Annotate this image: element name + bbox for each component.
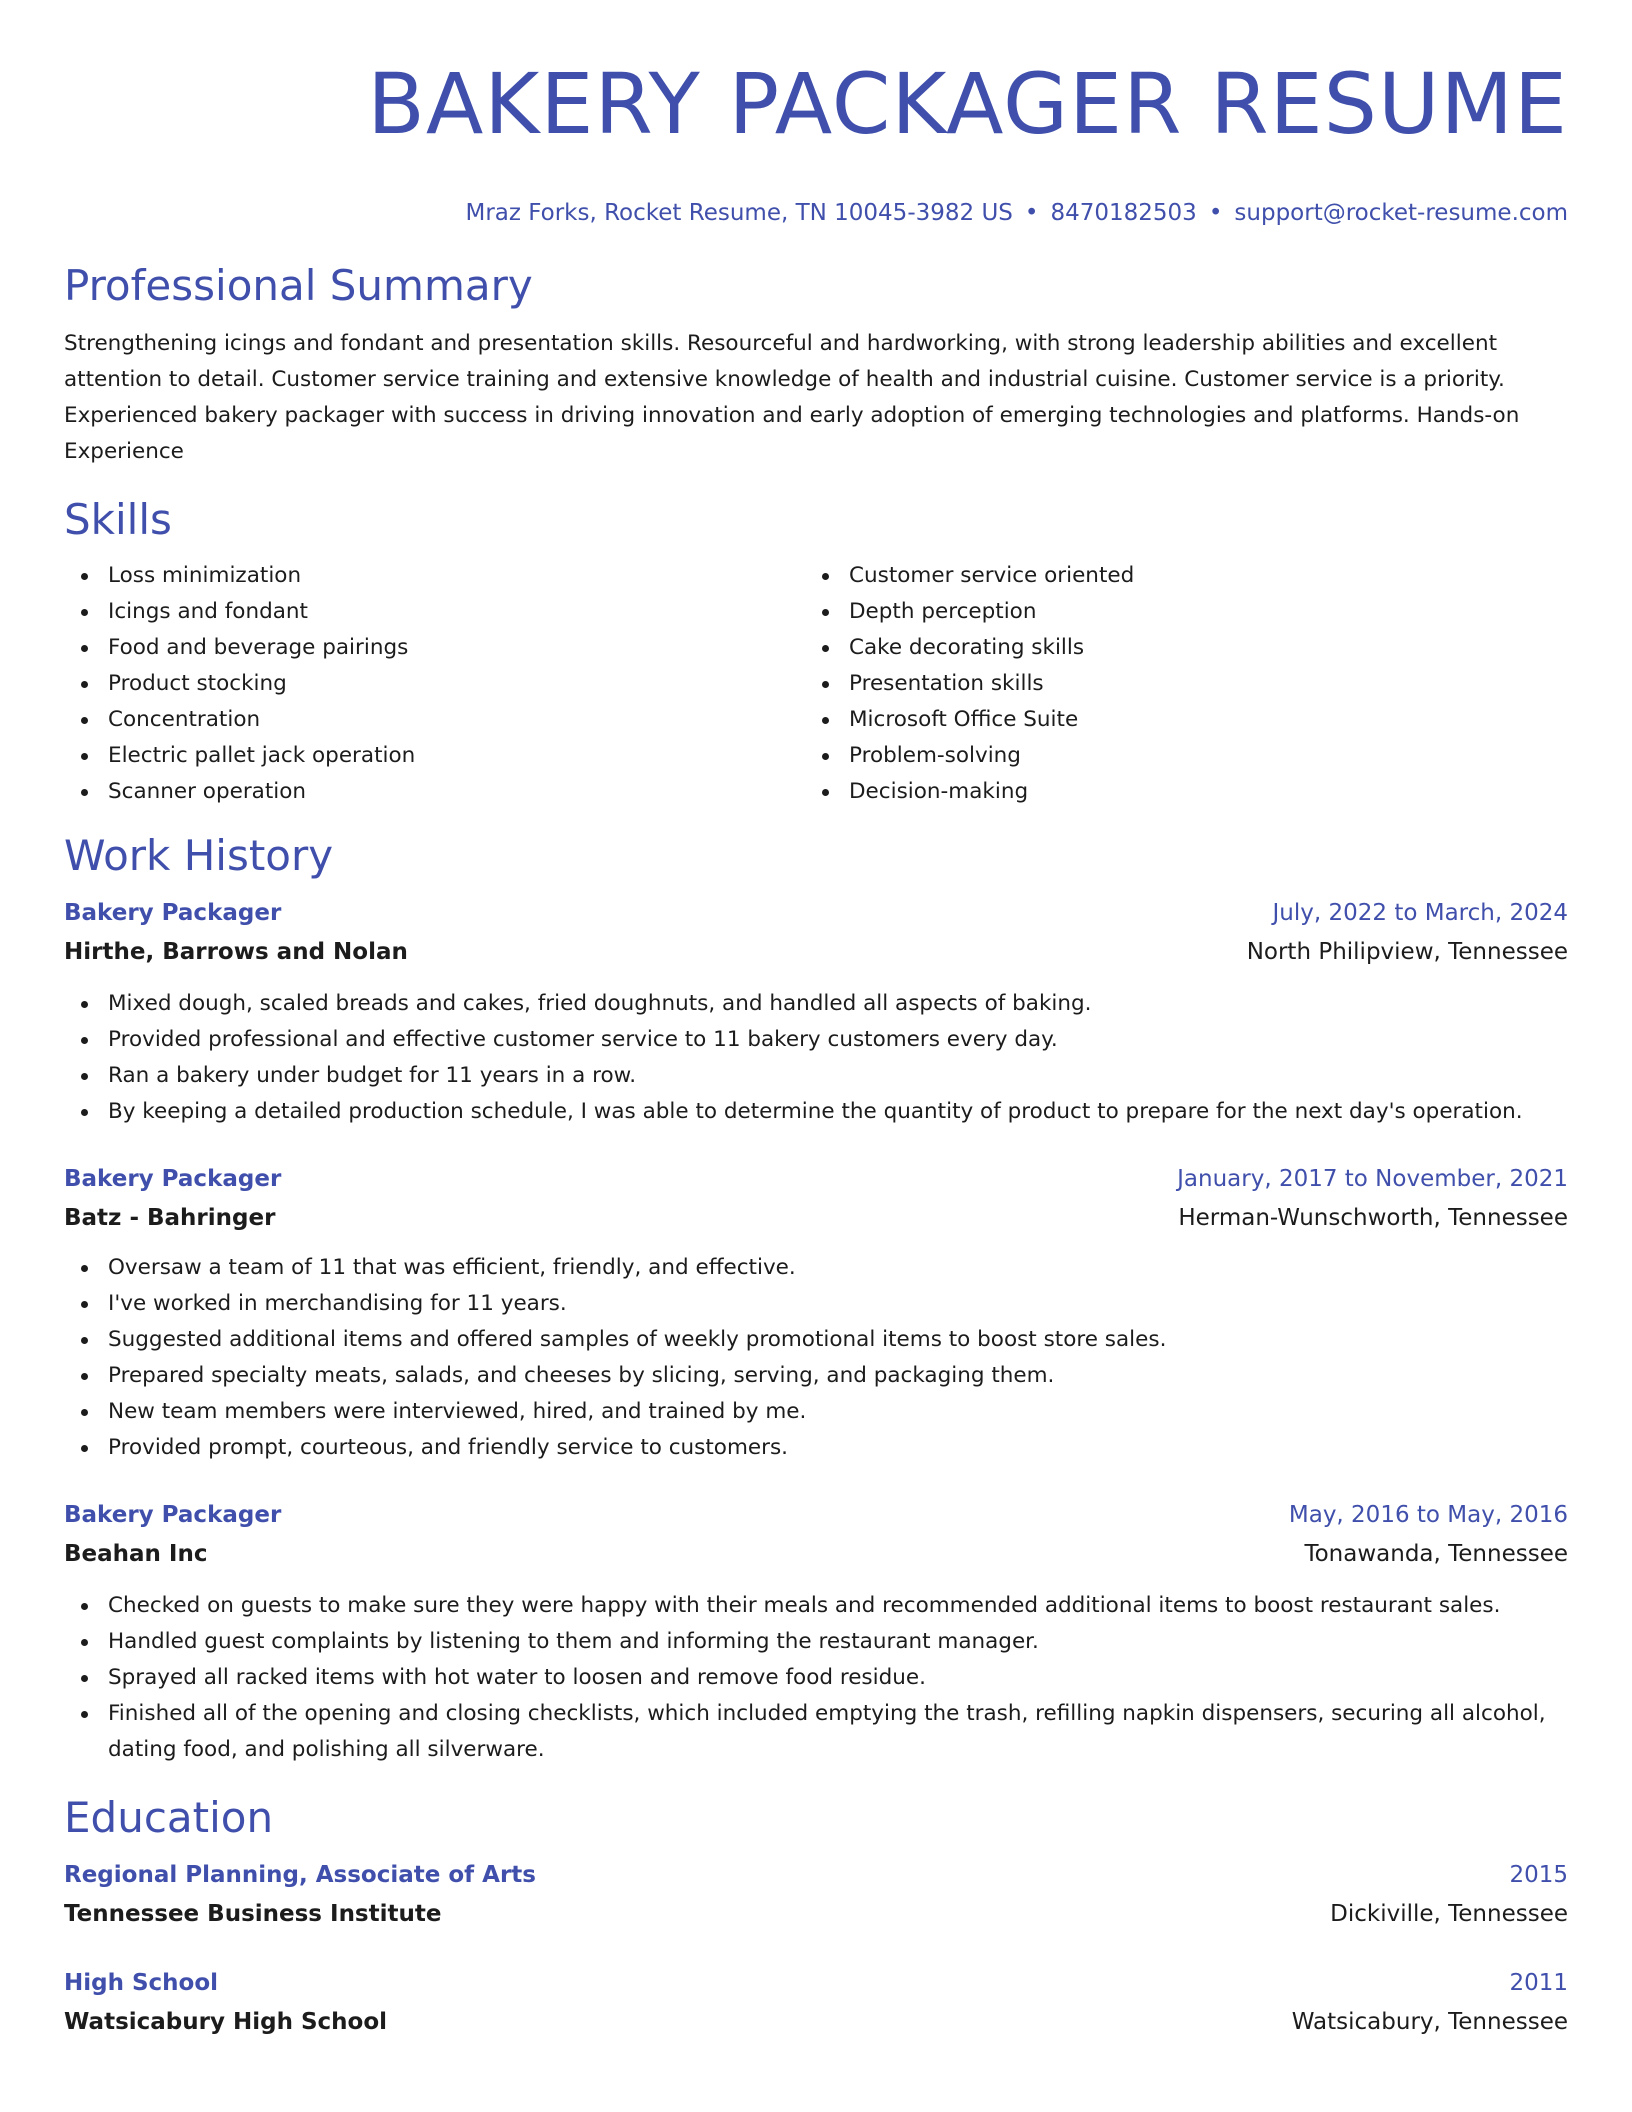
job-bullet: Oversaw a team of 11 that was efficient, friendly, and effective. [64, 1250, 1568, 1286]
education-degree: High School [64, 1970, 219, 1996]
job-subheader [64, 932, 1568, 972]
job-bullet: Checked on guests to make sure they were happy with their meals and recommended additional items to boost restaurant sales. [64, 1588, 1568, 1624]
resume-title: BAKERY PACKAGER RESUME [367, 55, 1568, 153]
job-title: Bakery Packager [64, 1166, 282, 1192]
skill-item: Concentration [64, 702, 805, 738]
skill-item: Problem-solving [805, 738, 1546, 774]
job-bullet: Suggested additional items and offered samples of weekly promotional items to boost store sales. [64, 1322, 1568, 1358]
job-dates: January, 2017 to November, 2021 [1177, 1166, 1568, 1192]
job-subheader [64, 1534, 1568, 1574]
education-heading: Education [64, 1793, 274, 1842]
skills-list [64, 558, 1568, 810]
skills-column-right [805, 558, 1546, 810]
contact-line [64, 198, 1568, 228]
contact-email[interactable]: support@rocket-resume.com [1234, 200, 1568, 226]
skill-item: Depth perception [805, 594, 1546, 630]
education-header [64, 1964, 1568, 2002]
job-title: Bakery Packager [64, 1502, 282, 1528]
education-entry [64, 1856, 1568, 1934]
job-bullet: Provided prompt, courteous, and friendly service to customers. [64, 1430, 1568, 1466]
education-location: Watsicabury, Tennessee [1291, 2009, 1568, 2035]
skill-item: Food and beverage pairings [64, 630, 805, 666]
job-bullets [64, 1588, 1568, 1768]
job-bullet: Mixed dough, scaled breads and cakes, fried doughnuts, and handled all aspects of baking. [64, 986, 1568, 1022]
contact-address: Mraz Forks, Rocket Resume, TN 10045-3982 US [465, 200, 1013, 226]
skill-item: Microsoft Office Suite [805, 702, 1546, 738]
education-school: Watsicabury High School [64, 2009, 388, 2035]
job-entry [64, 894, 1568, 1130]
job-location: Tonawanda, Tennessee [1304, 1541, 1568, 1567]
education-year: 2011 [1509, 1970, 1568, 1996]
job-bullet: Handled guest complaints by listening to them and informing the restaurant manager. [64, 1624, 1568, 1660]
education-header [64, 1856, 1568, 1894]
job-company: Batz - Bahringer [64, 1205, 276, 1231]
job-bullet: Prepared specialty meats, salads, and cheeses by slicing, serving, and packaging them. [64, 1358, 1568, 1394]
education-degree: Regional Planning, Associate of Arts [64, 1862, 536, 1888]
skill-item: Icings and fondant [64, 594, 805, 630]
summary-text: Strengthening icings and fondant and presentation skills. Resourceful and hardworking, with strong leadership abilities and excellent attention to detail. Customer service training and extensive knowledge of health and industrial cuisine. Customer service is a priority. Experienced bakery packager with success in driving innovation and early adoption of emerging technologies and platforms. Hands-on Experience [64, 331, 1520, 464]
job-header [64, 1496, 1568, 1534]
education-year: 2015 [1509, 1862, 1568, 1888]
job-location: North Philipview, Tennessee [1246, 939, 1568, 965]
job-bullet: By keeping a detailed production schedule, I was able to determine the quantity of product to prepare for the next day's operation. [64, 1094, 1568, 1130]
skill-item: Product stocking [64, 666, 805, 702]
job-bullet: Ran a bakery under budget for 11 years in a row. [64, 1058, 1568, 1094]
job-bullet: Finished all of the opening and closing checklists, which included emptying the trash, refilling napkin dispensers, securing all alcohol, dating food, and polishing all silverware. [64, 1696, 1568, 1768]
job-header [64, 894, 1568, 932]
skills-column-left [64, 558, 805, 810]
skill-item: Customer service oriented [805, 558, 1546, 594]
skill-item: Scanner operation [64, 774, 805, 810]
education-entry [64, 1964, 1568, 2042]
job-bullets [64, 986, 1568, 1130]
work-history-heading: Work History [64, 831, 334, 880]
contact-separator: • [1024, 200, 1039, 226]
contact-separator: • [1208, 200, 1223, 226]
job-header [64, 1160, 1568, 1198]
skill-item: Electric pallet jack operation [64, 738, 805, 774]
skill-item: Presentation skills [805, 666, 1546, 702]
job-location: Herman-Wunschworth, Tennessee [1178, 1205, 1568, 1231]
education-subheader [64, 1894, 1568, 1934]
contact-phone: 8470182503 [1050, 200, 1197, 226]
job-bullet: New team members were interviewed, hired, and trained by me. [64, 1394, 1568, 1430]
job-entry [64, 1496, 1568, 1768]
skill-item: Loss minimization [64, 558, 805, 594]
job-bullet: Provided professional and effective customer service to 11 bakery customers every day. [64, 1022, 1568, 1058]
job-entry [64, 1160, 1568, 1466]
job-subheader [64, 1198, 1568, 1238]
job-title: Bakery Packager [64, 900, 282, 926]
job-company: Hirthe, Barrows and Nolan [64, 939, 408, 965]
job-bullet: Sprayed all racked items with hot water to loosen and remove food residue. [64, 1660, 1568, 1696]
education-location: Dickiville, Tennessee [1330, 1901, 1568, 1927]
skill-item: Decision-making [805, 774, 1546, 810]
job-dates: May, 2016 to May, 2016 [1288, 1502, 1568, 1528]
skills-heading: Skills [64, 495, 172, 544]
job-company: Beahan Inc [64, 1541, 208, 1567]
education-school: Tennessee Business Institute [64, 1901, 442, 1927]
job-bullet: I've worked in merchandising for 11 years. [64, 1286, 1568, 1322]
job-dates: July, 2022 to March, 2024 [1272, 900, 1568, 926]
education-subheader [64, 2002, 1568, 2042]
summary-heading: Professional Summary [64, 261, 533, 310]
job-bullets [64, 1250, 1568, 1466]
resume-page [64, 0, 1568, 2042]
skill-item: Cake decorating skills [805, 630, 1546, 666]
